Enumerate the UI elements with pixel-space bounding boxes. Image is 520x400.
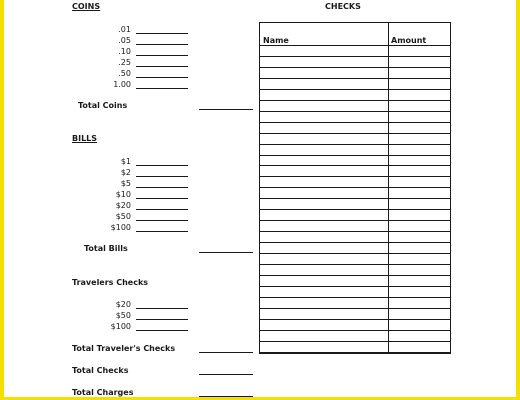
coins-denomination-label: 1.00 <box>113 80 131 89</box>
coins-denomination-label: .10 <box>118 47 131 56</box>
checks-heading: CHECKS <box>325 2 361 11</box>
total-travelers-checks-field[interactable] <box>199 352 253 353</box>
bills-denomination-label: $100 <box>110 223 131 232</box>
checks-row-line <box>260 78 450 79</box>
checks-row-line <box>260 176 450 177</box>
checks-row-line <box>260 319 450 320</box>
bills-amount-field[interactable] <box>136 220 188 221</box>
total-coins-label: Total Coins <box>78 101 128 110</box>
bills-denomination-label: $5 <box>120 179 131 188</box>
bills-denomination-label: $2 <box>120 168 131 177</box>
bills-amount-field[interactable] <box>136 198 188 199</box>
bills-denomination-label: $10 <box>115 190 131 199</box>
total-travelers-checks-label: Total Traveler's Checks <box>72 344 176 353</box>
coins-amount-field[interactable] <box>136 66 188 67</box>
bills-denomination-label: $1 <box>120 157 131 166</box>
bills-amount-field[interactable] <box>136 187 188 188</box>
total-charges-field[interactable] <box>199 396 253 397</box>
checks-row-line <box>260 133 450 134</box>
checks-row-line <box>260 330 450 331</box>
checks-row-line <box>260 352 450 353</box>
checks-row-line <box>260 231 450 232</box>
checks-row-line <box>260 122 450 123</box>
bills-denomination-label: $20 <box>115 201 131 210</box>
checks-row-line <box>260 264 450 265</box>
checks-row-line <box>260 275 450 276</box>
coins-denomination-label: .01 <box>118 25 131 34</box>
checks-row-line <box>260 67 450 68</box>
bills-amount-field[interactable] <box>136 209 188 210</box>
checks-row-line <box>260 165 450 166</box>
travelers-amount-field[interactable] <box>136 308 188 309</box>
checks-row-line <box>260 187 450 188</box>
travelers-denomination-label: $20 <box>115 300 131 309</box>
coins-amount-field[interactable] <box>136 88 188 89</box>
total-charges-label: Total Charges <box>72 388 134 397</box>
travelers-amount-field[interactable] <box>136 330 188 331</box>
checks-row-line <box>260 242 450 243</box>
bills-amount-field[interactable] <box>136 165 188 166</box>
checks-row-line <box>260 286 450 287</box>
coins-amount-field[interactable] <box>136 55 188 56</box>
total-checks-label: Total Checks <box>72 366 129 375</box>
travelers-denomination-label: $50 <box>115 311 131 320</box>
checks-row-line <box>260 341 450 342</box>
checks-row-line <box>260 297 450 298</box>
coins-amount-field[interactable] <box>136 44 188 45</box>
coins-denomination-label: .05 <box>118 36 131 45</box>
coins-denomination-label: .50 <box>118 69 131 78</box>
coins-denomination-label: .25 <box>118 58 131 67</box>
bills-denomination-label: $50 <box>115 212 131 221</box>
checks-row-line <box>260 45 450 46</box>
coins-heading: COINS <box>72 2 101 11</box>
checks-row-line <box>260 253 450 254</box>
total-coins-field[interactable] <box>199 109 253 110</box>
checks-name-header: Name <box>263 36 289 45</box>
checks-row-line <box>260 308 450 309</box>
travelers-amount-field[interactable] <box>136 319 188 320</box>
travelers-denomination-label: $100 <box>110 322 131 331</box>
travelers-checks-heading: Travelers Checks <box>72 278 149 287</box>
total-bills-label: Total Bills <box>84 244 128 253</box>
checks-row-line <box>260 89 450 90</box>
checks-amount-header: Amount <box>391 36 427 45</box>
checks-row-line <box>260 220 450 221</box>
checks-row-line <box>260 111 450 112</box>
total-checks-field[interactable] <box>199 374 253 375</box>
checks-row-line <box>260 155 450 156</box>
checks-row-line <box>260 56 450 57</box>
checks-row-line <box>260 144 450 145</box>
total-bills-field[interactable] <box>199 252 253 253</box>
checks-row-line <box>260 198 450 199</box>
checks-table <box>259 22 451 354</box>
bills-amount-field[interactable] <box>136 176 188 177</box>
bills-heading: BILLS <box>72 134 98 143</box>
coins-amount-field[interactable] <box>136 77 188 78</box>
bills-amount-field[interactable] <box>136 231 188 232</box>
checks-row-line <box>260 100 450 101</box>
checks-row-line <box>260 209 450 210</box>
coins-amount-field[interactable] <box>136 33 188 34</box>
